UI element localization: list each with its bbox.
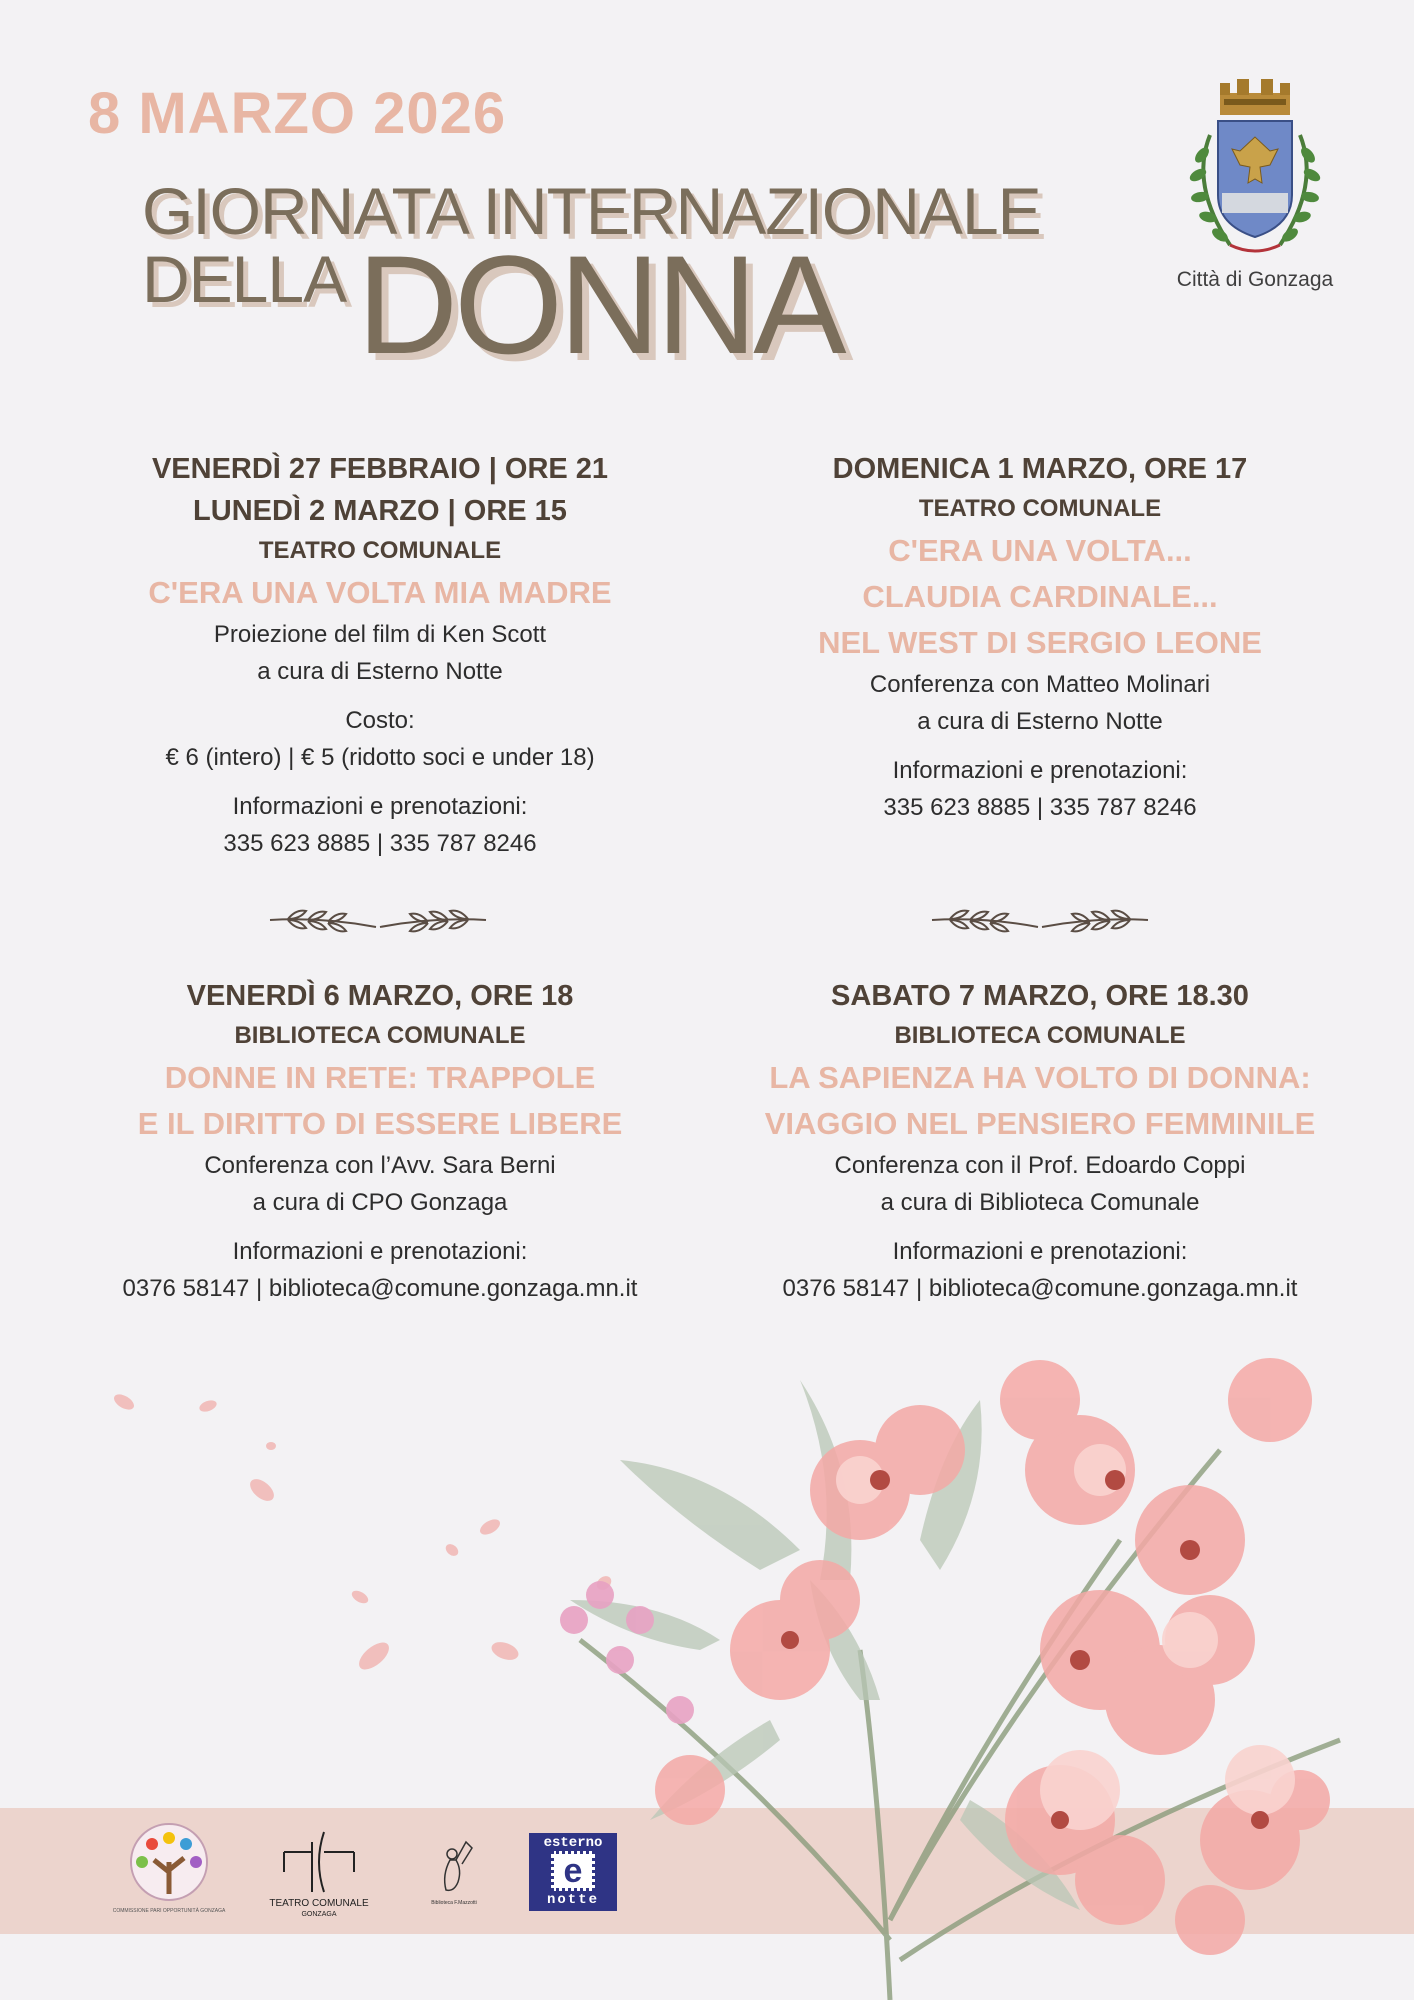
info-contact: 0376 58147 | biblioteca@comune.gonzaga.mn.it bbox=[782, 1275, 1298, 1302]
city-name: Città di Gonzaga bbox=[1176, 268, 1334, 291]
event-card-2 bbox=[720, 448, 1360, 826]
teatro-logo-text: TEATRO COMUNALE bbox=[269, 1898, 369, 1909]
event-datetime: LUNEDÌ 2 MARZO | ORE 15 bbox=[193, 495, 567, 527]
event-cost: € 6 (intero) | € 5 (ridotto soci e under 18) bbox=[165, 744, 595, 771]
event-title: DONNE IN RETE: TRAPPOLE bbox=[164, 1060, 596, 1095]
info-label: Informazioni e prenotazioni: bbox=[892, 757, 1188, 784]
event-description: Conferenza con l’Avv. Sara Berni bbox=[204, 1152, 556, 1179]
event-datetime: DOMENICA 1 MARZO, ORE 17 bbox=[832, 453, 1248, 485]
teatro-comunale-logo bbox=[262, 1822, 377, 1922]
event-venue: BIBLIOTECA COMUNALE bbox=[234, 1022, 526, 1049]
info-label: Informazioni e prenotazioni: bbox=[892, 1238, 1188, 1265]
event-title: C'ERA UNA VOLTA MIA MADRE bbox=[148, 575, 612, 610]
event-card-3 bbox=[60, 975, 700, 1307]
event-title: C'ERA UNA VOLTA... bbox=[888, 533, 1192, 568]
event-venue: BIBLIOTECA COMUNALE bbox=[894, 1022, 1186, 1049]
esterno-logo-bottom: notte bbox=[546, 1892, 599, 1908]
event-description: Conferenza con il Prof. Edoardo Coppi bbox=[834, 1152, 1246, 1179]
event-card-4 bbox=[720, 975, 1360, 1307]
info-label: Informazioni e prenotazioni: bbox=[232, 793, 528, 820]
esterno-logo-top: esterno bbox=[543, 1835, 603, 1851]
event-description: Conferenza con Matteo Molinari bbox=[869, 671, 1211, 698]
laurel-divider-icon bbox=[930, 903, 1150, 937]
event-date-heading: 8 MARZO 2026 bbox=[88, 81, 507, 146]
esterno-notte-logo bbox=[529, 1833, 617, 1911]
event-card-1 bbox=[60, 448, 700, 862]
event-description: a cura di CPO Gonzaga bbox=[252, 1189, 508, 1216]
cpo-logo bbox=[112, 1822, 226, 1920]
event-venue: TEATRO COMUNALE bbox=[258, 537, 502, 564]
info-contact: 335 623 8885 | 335 787 8246 bbox=[223, 830, 537, 857]
event-datetime: VENERDÌ 6 MARZO, ORE 18 bbox=[186, 980, 574, 1012]
event-description: a cura di Esterno Notte bbox=[917, 708, 1163, 735]
laurel-divider-icon bbox=[268, 903, 488, 937]
info-label: Informazioni e prenotazioni: bbox=[232, 1238, 528, 1265]
city-coat-of-arms-icon bbox=[1170, 75, 1340, 295]
event-datetime: VENERDÌ 27 FEBBRAIO | ORE 21 bbox=[151, 453, 609, 485]
esterno-logo-letter: e bbox=[551, 1851, 595, 1891]
biblioteca-logo bbox=[432, 1830, 476, 1920]
event-title: CLAUDIA CARDINALE... bbox=[862, 579, 1218, 614]
event-description: Proiezione del film di Ken Scott bbox=[213, 621, 547, 648]
event-description: a cura di Esterno Notte bbox=[257, 658, 503, 685]
info-contact: 0376 58147 | biblioteca@comune.gonzaga.mn.it bbox=[122, 1275, 638, 1302]
event-cost-label: Costo: bbox=[345, 707, 415, 734]
title-line-2: DELLA bbox=[142, 242, 347, 316]
event-title: VIAGGIO NEL PENSIERO FEMMINILE bbox=[764, 1106, 1316, 1141]
title-line-1: GIORNATA INTERNAZIONALE bbox=[142, 174, 1041, 248]
event-title: LA SAPIENZA HA VOLTO DI DONNA: bbox=[769, 1060, 1311, 1095]
info-contact: 335 623 8885 | 335 787 8246 bbox=[883, 794, 1197, 821]
event-venue: TEATRO COMUNALE bbox=[918, 495, 1162, 522]
event-datetime: SABATO 7 MARZO, ORE 18.30 bbox=[831, 980, 1249, 1012]
cpo-caption: COMMISSIONE PARI OPPORTUNITÀ GONZAGA bbox=[112, 1908, 226, 1914]
event-title: E IL DIRITTO DI ESSERE LIBERE bbox=[137, 1106, 623, 1141]
event-description: a cura di Biblioteca Comunale bbox=[880, 1189, 1200, 1216]
flower-bouquet-icon bbox=[560, 1320, 1414, 2000]
teatro-logo-subtext: GONZAGA bbox=[301, 1911, 337, 1918]
biblio-caption: Biblioteca F.Mazzotti bbox=[431, 1900, 477, 1906]
title-line-3: DONNA bbox=[357, 226, 843, 383]
event-title: NEL WEST DI SERGIO LEONE bbox=[818, 625, 1262, 660]
